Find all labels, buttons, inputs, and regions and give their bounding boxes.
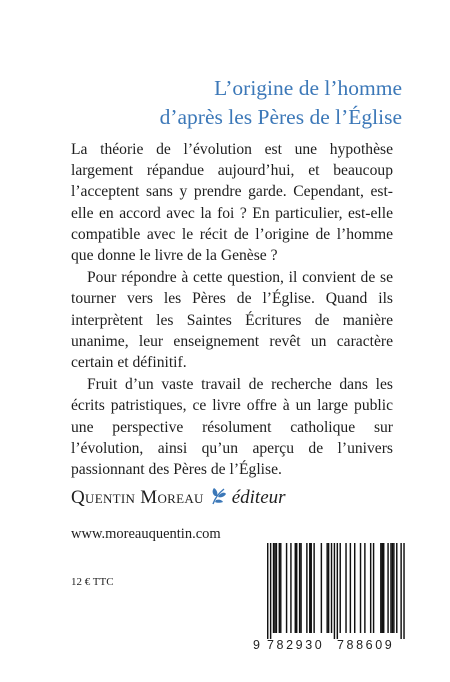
leaf-icon bbox=[210, 486, 227, 506]
barcode-bar bbox=[290, 543, 291, 633]
barcode-bar bbox=[321, 543, 322, 633]
barcode-bar bbox=[286, 543, 287, 633]
barcode-bar bbox=[382, 543, 383, 633]
barcode-bar bbox=[387, 543, 388, 633]
barcode-bar bbox=[313, 543, 314, 633]
barcode-bar bbox=[350, 543, 351, 633]
barcode-bar bbox=[326, 543, 327, 633]
barcode-bar bbox=[274, 543, 275, 633]
barcode-bar bbox=[383, 543, 384, 633]
barcode-bar bbox=[360, 543, 361, 633]
book-title bbox=[62, 74, 402, 132]
barcode-bar bbox=[306, 543, 307, 633]
barcode-bar bbox=[309, 543, 310, 633]
publisher-suffix: éditeur bbox=[231, 487, 286, 508]
barcode-bar bbox=[334, 543, 335, 639]
blurb-paragraph-3: Fruit d’un vaste travail de recherche dans les écrits patristiques, ce livre offre à un large public une perspective résolument catholique sur l’évolution, ainsi qu’un aperçu de l’univers passionnant des Pères de l’Église. bbox=[71, 376, 393, 479]
publisher-url: www.moreauquentin.com bbox=[71, 526, 221, 542]
barcode-bar bbox=[340, 543, 341, 633]
barcode-bar bbox=[299, 543, 300, 633]
barcode-bar bbox=[273, 543, 274, 633]
barcode-left-group: 782930 bbox=[267, 638, 325, 652]
barcode-bar bbox=[396, 543, 397, 633]
publisher-mark bbox=[71, 485, 286, 511]
barcode-bar bbox=[400, 543, 401, 639]
barcode-bar bbox=[390, 543, 391, 633]
title-line-2: d’après les Pères de l’Église bbox=[159, 105, 402, 129]
isbn-barcode bbox=[253, 539, 411, 657]
barcode-bar bbox=[295, 543, 296, 633]
barcode-bar bbox=[345, 543, 346, 633]
barcode-bar bbox=[270, 543, 271, 639]
barcode-bar bbox=[337, 543, 338, 639]
barcode-bar bbox=[300, 543, 301, 633]
barcode-bar bbox=[279, 543, 280, 633]
barcode-bar bbox=[331, 543, 332, 633]
price-label: 12 € TTC bbox=[71, 576, 114, 588]
barcode-bar bbox=[267, 543, 268, 639]
blurb-paragraph-2: Pour répondre à cette question, il convient de se tourner vers les Pères de l’Église. Quand ils interprètent les Saintes Écritures de manière unanime, leur enseignement revêt un caractère certain et définitif. bbox=[71, 269, 393, 372]
barcode-bar bbox=[380, 543, 381, 633]
barcode-bar bbox=[364, 543, 365, 633]
barcode-bar bbox=[311, 543, 312, 633]
barcode-right-group: 788609 bbox=[337, 638, 395, 652]
barcode-bar bbox=[393, 543, 394, 633]
barcode-bar bbox=[328, 543, 329, 633]
barcode-number bbox=[253, 636, 411, 654]
barcode-bar bbox=[373, 543, 374, 633]
barcode-bar bbox=[354, 543, 355, 633]
barcode-bar bbox=[370, 543, 371, 633]
barcode-bar bbox=[296, 543, 297, 633]
blurb-paragraph-1: La théorie de l’évolution est une hypothèse largement répandue aujourd’hui, et beaucoup l’acceptent sans y prendre garde. Cependant, est-elle en accord avec la foi ? En particulier, est-elle compatible avec le récit de l’origine de l’homme que donne le livre de la Genèse ? bbox=[71, 141, 393, 265]
barcode-bar bbox=[276, 543, 277, 633]
barcode-first-digit: 9 bbox=[253, 638, 260, 652]
barcode-bar bbox=[280, 543, 281, 633]
barcode-bar bbox=[392, 543, 393, 633]
title-line-1: L’origine de l’homme bbox=[214, 76, 402, 100]
publisher-name: Quentin Moreau bbox=[71, 487, 204, 508]
barcode-bars bbox=[253, 539, 411, 639]
barcode-bar bbox=[403, 543, 404, 639]
blurb bbox=[71, 139, 393, 481]
